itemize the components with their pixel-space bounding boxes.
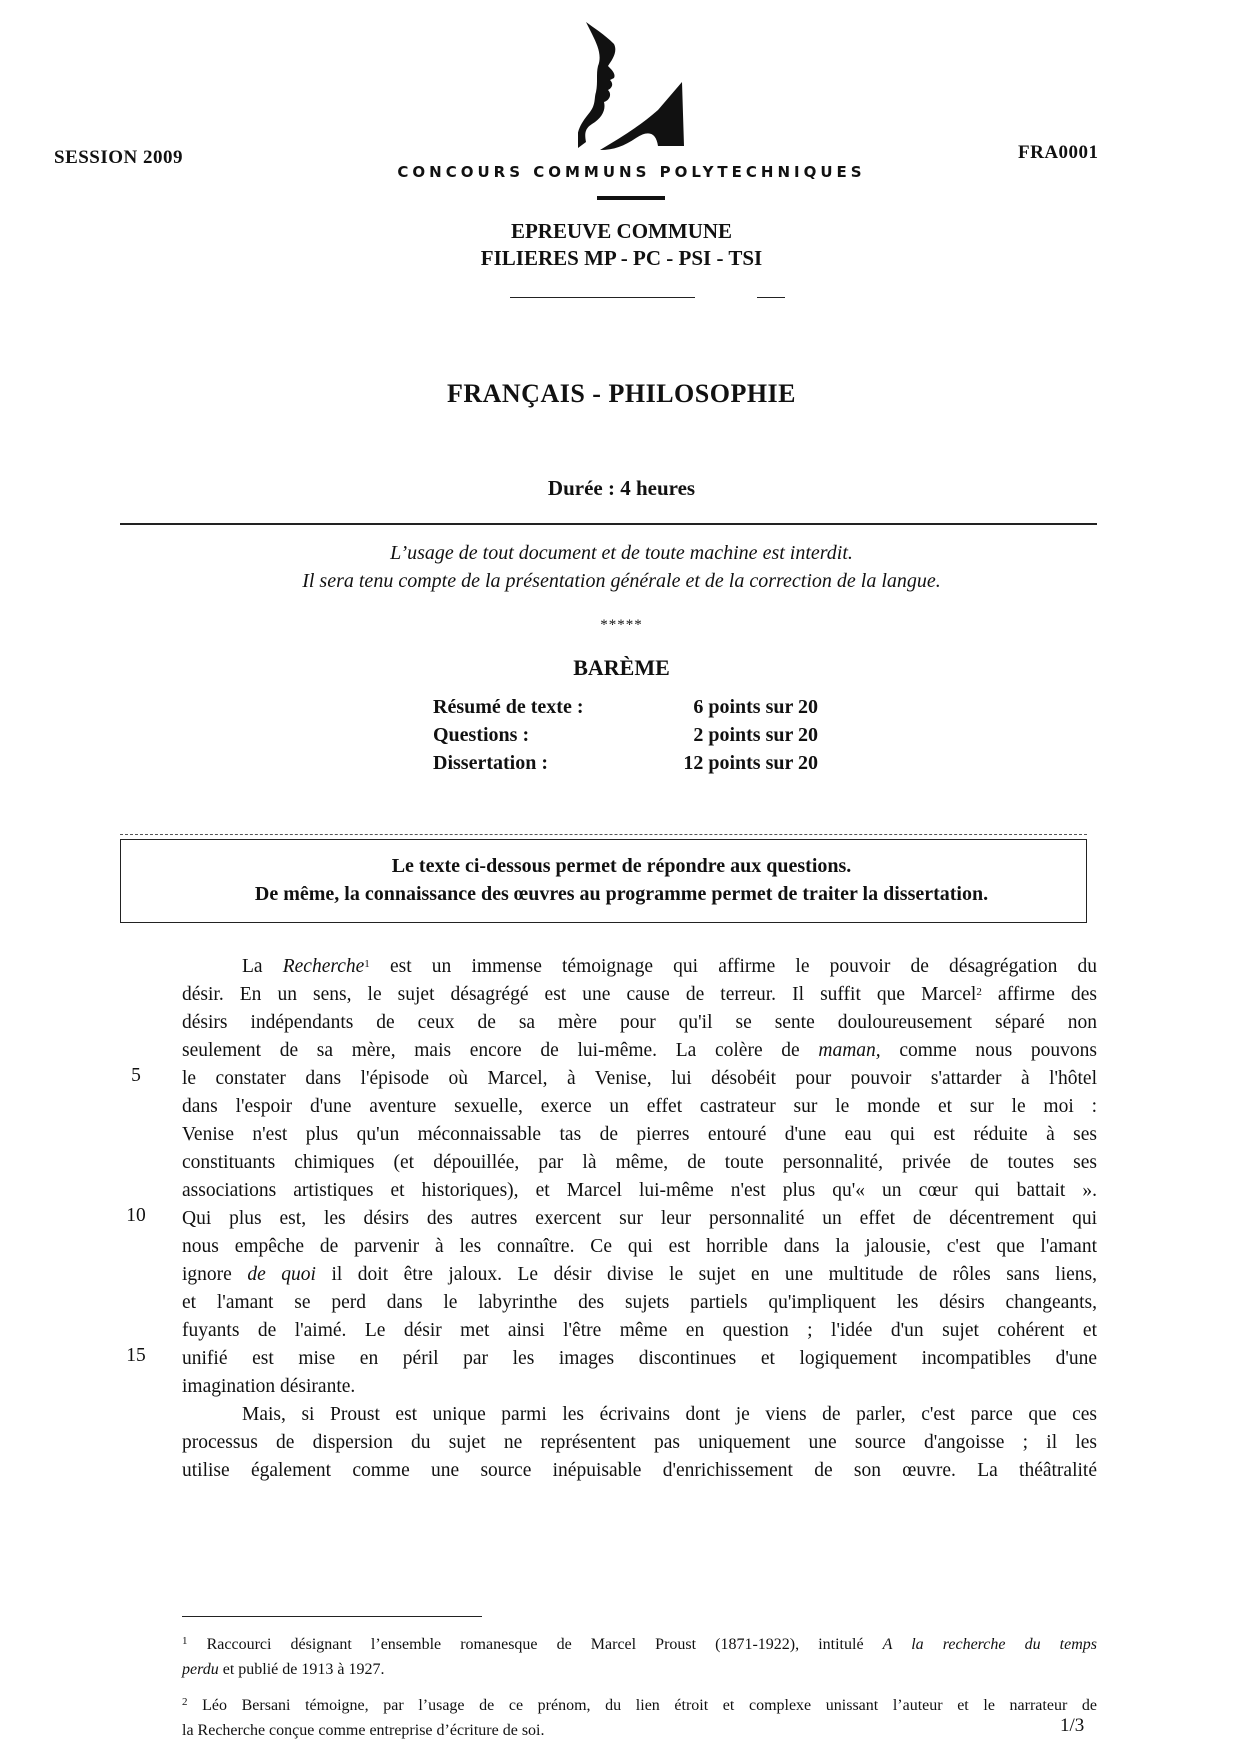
line-number: 10 — [126, 1205, 146, 1226]
line-number: 5 — [131, 1065, 141, 1086]
epreuve-line-2: FILIERES MP - PC - PSI - TSI — [480, 246, 763, 270]
text-line: désir. En un sens, le sujet désagrégé est une cause de terreur. Il suffit que Marcel$^2$ affirme des — [182, 984, 1097, 1005]
text-line: Mais, si Proust est unique parmi les écrivains dont je viens de parler, c'est parce que ces — [242, 1404, 1097, 1425]
notice-line-2: De même, la connaissance des œuvres au programme permet de traiter la dissertation. — [254, 883, 989, 905]
bareme-value: 6 points sur 20 — [693, 696, 818, 718]
exam-code: FRA0001 — [1018, 142, 1099, 163]
divider — [757, 297, 785, 298]
text-line: La Recherche$^1$ est un immense témoignage qui affirme le pouvoir de désagrégation du — [242, 956, 1097, 977]
text-line: désirs indépendants de ceux de sa mère pour qu'il se sente douloureusement séparé non — [182, 1012, 1097, 1033]
footnote-1-line-2: perdu et publié de 1913 à 1927. — [182, 1661, 385, 1678]
bareme-title: BARÈME — [573, 655, 670, 680]
session-label: SESSION 2009 — [54, 147, 184, 168]
duration: Durée : 4 heures — [547, 476, 696, 500]
text-line: le constater dans l'épisode où Marcel, à Venise, lui désobéit pour pouvoir s'attarder à l'hôtel — [182, 1068, 1097, 1089]
instruction-2: Il sera tenu compte de la présentation générale et de la correction de la langue. — [302, 570, 941, 592]
divider — [120, 834, 1087, 835]
line-number: 15 — [126, 1345, 146, 1366]
separator-stars: ***** — [600, 617, 643, 633]
divider — [120, 523, 1097, 525]
bareme-value: 12 points sur 20 — [683, 752, 818, 774]
text-line: processus de dispersion du sujet ne représentent pas uniquement une source d'angoisse ; il les — [182, 1432, 1097, 1453]
bareme-label: Résumé de texte : — [433, 696, 584, 718]
text-line: dans l'espoir d'une aventure sexuelle, exerce un effet castrateur sur le monde et sur le moi : — [182, 1096, 1097, 1117]
divider — [510, 297, 695, 298]
footnote-divider — [182, 1616, 482, 1617]
text-line: imagination désirante. — [182, 1376, 356, 1397]
bareme-label: Dissertation : — [433, 752, 548, 774]
notice-box — [120, 839, 1087, 923]
text-line: ignore de quoi il doit être jaloux. Le désir divise le sujet en une multitude de rôles sans liens, — [182, 1264, 1097, 1285]
footnote-2-line-2: la Recherche conçue comme entreprise d’écriture de soi. — [182, 1722, 545, 1739]
instruction-1: L’usage de tout document et de toute machine est interdit. — [390, 542, 853, 564]
text-line: fuyants de l'aimé. Le désir met ainsi l'être même en question ; l'idée d'un sujet cohérent et — [182, 1320, 1097, 1341]
bareme-value: 2 points sur 20 — [693, 724, 818, 746]
footnote-1-line-1: $^1$ Raccourci désignant l’ensemble romanesque de Marcel Proust (1871-1922), intitulé A la recherche du temps — [182, 1635, 1098, 1653]
text-line: associations artistiques et historiques), et Marcel lui-même n'est plus qu'« un cœur qui battait ». — [182, 1180, 1097, 1201]
text-line: utilise également comme une source inépuisable d'enrichissement de son œuvre. La théâtralité — [182, 1460, 1097, 1481]
profile-logo-icon — [578, 22, 698, 152]
page-title: FRANÇAIS - PHILOSOPHIE — [446, 379, 797, 408]
epreuve-line-1: EPREUVE COMMUNE — [510, 219, 733, 243]
page-number: 1/3 — [1060, 1715, 1085, 1736]
text-line: constituants chimiques (et dépouillée, par là même, de toute personnalité, privée de toutes ses — [182, 1152, 1097, 1173]
notice-line-1: Le texte ci-dessous permet de répondre aux questions. — [391, 855, 852, 877]
text-line: Venise n'est plus qu'un méconnaissable tas de pierres entouré d'une eau qui est réduite à ses — [182, 1124, 1097, 1145]
divider — [597, 196, 665, 200]
text-line: et l'amant se perd dans le labyrinthe des sujets partiels qu'impliquent les désirs changeants, — [182, 1292, 1097, 1313]
footnote-2-line-1: $^2$ Léo Bersani témoigne, par l’usage de ce prénom, du lien étroit et complexe unissant l’auteur et le narrateur de — [182, 1696, 1097, 1714]
text-line: nous empêche de parvenir à les connaître. Ce qui est horrible dans la jalousie, c'est que l'amant — [182, 1236, 1097, 1257]
text-line: unifié est mise en péril par les images discontinues et logiquement incompatibles d'une — [182, 1348, 1097, 1369]
bareme-label: Questions : — [433, 724, 530, 746]
text-line: Qui plus est, les désirs des autres exercent sur leur personnalité un effet de décentrement qui — [182, 1208, 1097, 1229]
organization-name: CONCOURS COMMUNS POLYTECHNIQUES — [397, 163, 866, 181]
text-line: seulement de sa mère, mais encore de lui-même. La colère de maman, comme nous pouvons — [182, 1040, 1097, 1061]
